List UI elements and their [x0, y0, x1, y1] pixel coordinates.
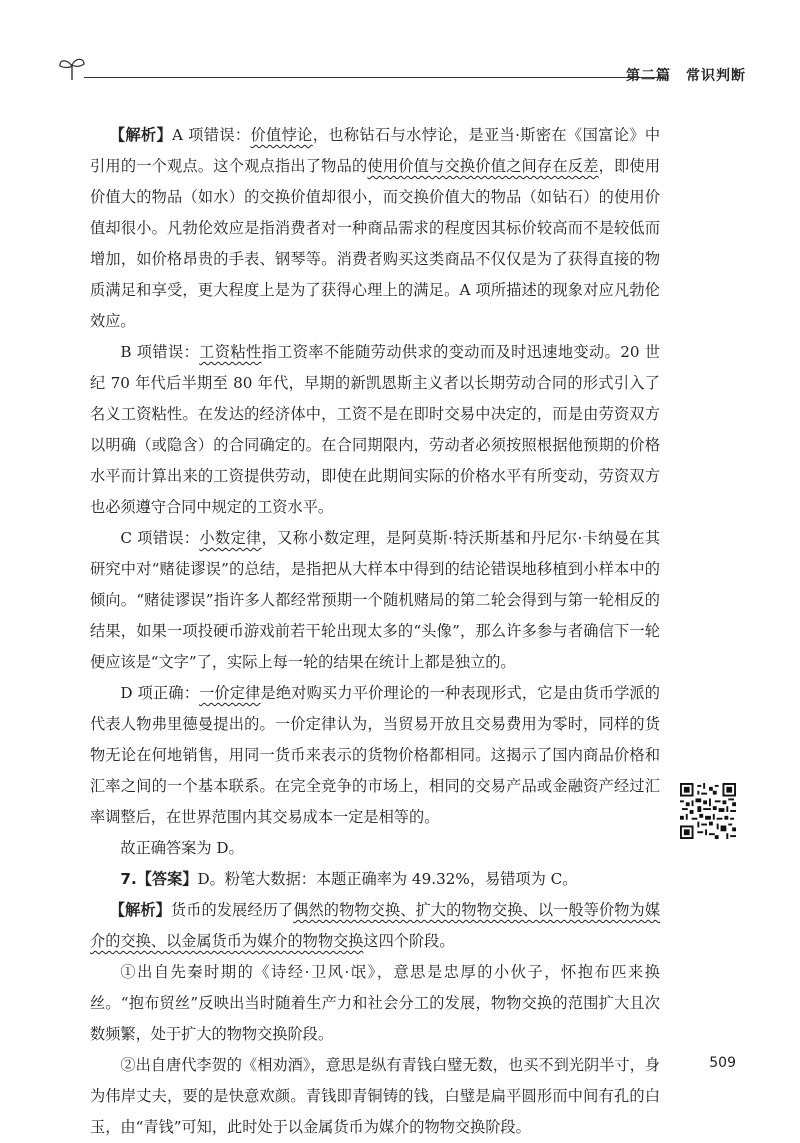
- option-a-text: ，也称钻石与水悖论，是亚当·斯密在《国富论》中引用的一个观点。这个观点指出了物品的: [90, 126, 661, 175]
- header-rule: [84, 77, 664, 78]
- qr-code-icon[interactable]: [680, 783, 736, 839]
- page-body: [90, 120, 660, 1143]
- option-b-prefix: B 项错误：: [120, 343, 200, 361]
- paragraph-analysis-c: [90, 523, 660, 678]
- answer-text: D。粉笔大数据：本题正确率为 49.32%，易错项为 C。: [197, 870, 578, 888]
- section-title: 第二篇 常识判断: [626, 68, 746, 84]
- paragraph-answer-7: [90, 864, 660, 895]
- term-use-exchange-value: 使用价值与交换价值之间存在反差: [367, 157, 599, 175]
- page-number: 509: [709, 1055, 736, 1071]
- paragraph-analysis-d: [90, 678, 660, 833]
- analysis-7-prefix: 货币的发展经历了: [170, 901, 294, 919]
- paragraph-analysis-b: [90, 337, 660, 523]
- paragraph-item-1: ①出自先秦时期的《诗经·卫风·氓》，意思是忠厚的小伙子，怀抱布匹来换丝。“抱布贸丝”反映出当时随着生产力和社会分工的发展，物物交换的范围扩大且次数频繁，处于扩大的物物交换阶段。: [90, 963, 660, 1043]
- analysis-7-rest: 这四个阶段。: [363, 932, 455, 950]
- paragraph-analysis-7: [90, 895, 660, 957]
- option-c-text: ，又称小数定理，是阿莫斯·特沃斯基和丹尼尔·卡纳曼在其研究中对“赌徒谬误”的总结，是指把从大样本中得到的结论错误地移植到小样本中的倾向。“赌徒谬误”指许多人都经常预期一个随机赌局的第二轮会得到与第一轮相反的结果，如果一项投硬币游戏前若干轮出现太多的“头像”，那么许多参与者确信下一轮便应该是“文字”了，实际上每一轮的结果在统计上都是独立的。: [90, 529, 661, 671]
- option-c-prefix: C 项错误：: [120, 529, 200, 547]
- term-law-of-one-price: 一价定律: [199, 684, 261, 702]
- option-d-prefix: D 项正确：: [120, 684, 200, 702]
- option-a-rest: ，即使用价值大的物品（如水）的交换价值却很小，而交换价值大的物品（如钻石）的使用价值却很小。凡勃伦效应是指消费者对一种商品需求的程度因其标价较高而不是较低而增加，如价格昂贵的手表、钢琴等。消费者购买这类商品不仅仅是为了获得直接的物质满足和享受，更大程度上是为了获得心理上的满足。A 项所描述的现象对应凡勃伦效应。: [90, 157, 661, 330]
- analysis-label-7: 【解析】: [109, 901, 171, 919]
- page-header: [56, 50, 746, 90]
- term-wage-stickiness: 工资粘性: [199, 343, 262, 361]
- paragraph-conclusion: 故正确答案为 D。: [120, 839, 244, 857]
- term-law-of-small-numbers: 小数定律: [199, 529, 262, 547]
- paragraph-item-2: ②出自唐代李贺的《相劝酒》，意思是纵有青钱白璧无数，也买不到光阴半寸，身为伟岸丈夫，要的是快意欢颜。青钱即青铜铸的钱，白璧是扁平圆形而中间有孔的白玉，由“青钱”可知，此时处于以金属货币为媒介的物物交换阶段。: [90, 1056, 660, 1136]
- answer-label: 7.【答案】: [120, 870, 198, 888]
- analysis-label: 【解析】: [109, 126, 173, 144]
- paragraph-analysis-a: [90, 120, 660, 337]
- option-d-text: 是绝对购买力平价理论的一种表现形式，它是由货币学派的代表人物弗里德曼提出的。一价定律认为，当贸易开放且交易费用为零时，同样的货物无论在何地销售，用同一货币来表示的货物价格都相同。这揭示了国内商品价格和汇率之间的一个基本联系。在完全竞争的市场上，相同的交易产品或金融资产经过汇率调整后，在世界范围内其交易成本一定是相等的。: [90, 684, 660, 826]
- option-a-prefix: A 项错误：: [172, 126, 251, 144]
- term-value-paradox: 价值悖论: [250, 126, 313, 144]
- term-currency-stages: 偶然的物物交换、扩大的物物交换、以一般等价物为媒介的交换、以金属货币为媒介的物物交换: [90, 901, 661, 950]
- option-b-text: 指工资率不能随劳动供求的变动而及时迅速地变动。20 世纪 70 年代后半期至 80 年代，早期的新凯恩斯主义者以长期劳动合同的形式引入了名义工资粘性。在发达的经济体中，工资不是在即时交易中决定的，而是由劳资双方以明确（或隐含）的合同确定的。在合同期限内，劳动者必须按照根据他预期的价格水平而计算出来的工资提供劳动，即使在此期间实际的价格水平有所变动，劳资双方也必须遵守合同中规定的工资水平。: [90, 343, 660, 516]
